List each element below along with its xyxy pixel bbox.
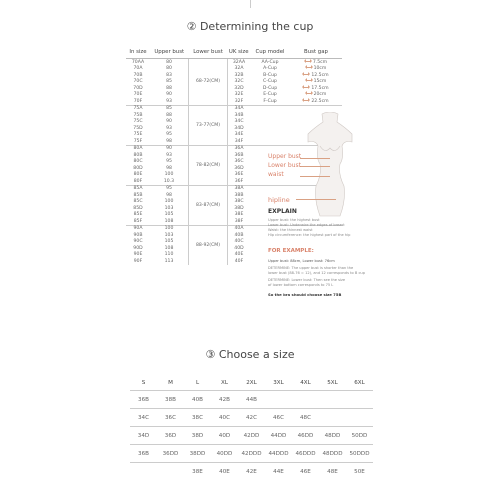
size-cell: 34D bbox=[130, 427, 157, 445]
cell-uk-size: 32E bbox=[234, 92, 244, 98]
size-header-cell: XL bbox=[221, 380, 228, 386]
cell-uk-size: 34D bbox=[234, 125, 244, 131]
cell-upper-bust: 80 bbox=[166, 59, 172, 65]
size-cell: 46DD bbox=[292, 427, 319, 445]
top-divider bbox=[250, 0, 251, 8]
size-cell: 48C bbox=[292, 409, 319, 427]
cell-upper-bust: 85 bbox=[166, 79, 172, 85]
cell-in-size: 75F bbox=[133, 138, 143, 144]
cup-table-row bbox=[126, 98, 342, 105]
size-cell: 48DDD bbox=[319, 445, 346, 463]
cell-in-size: 70F bbox=[133, 98, 143, 104]
cell-bust-gap: 20cm bbox=[290, 92, 342, 99]
cell-upper-bust: 93 bbox=[166, 152, 172, 158]
cell-cup-model bbox=[250, 185, 290, 192]
size-cell: 46E bbox=[292, 463, 319, 481]
cell-uk-size: 38D bbox=[234, 205, 244, 211]
cell-in-size: 75C bbox=[133, 119, 143, 125]
cell-uk-size: 34B bbox=[234, 112, 244, 118]
size-cell: 40B bbox=[184, 391, 211, 409]
size-cell bbox=[292, 391, 319, 409]
cell-in-size: 75D bbox=[133, 125, 143, 131]
cell-uk-size: 36B bbox=[234, 152, 244, 158]
size-cell: 36B bbox=[130, 391, 157, 409]
cell-upper-bust: 83 bbox=[166, 72, 172, 78]
cell-upper-bust: 103 bbox=[164, 232, 174, 238]
cell-cup-model bbox=[250, 105, 290, 112]
size-cell bbox=[319, 391, 346, 409]
cell-uk-size: 38E bbox=[234, 212, 244, 218]
cell-in-size: 85B bbox=[133, 192, 143, 198]
cell-lower-bust: 78-82(CM) bbox=[189, 145, 228, 185]
cell-lower-bust: 73-77(CM) bbox=[189, 105, 228, 145]
cell-upper-bust: 110 bbox=[164, 252, 174, 258]
size-header-cell: L bbox=[195, 380, 200, 386]
example-line: lower bust (88-76 = 12), and 12 corresponds to B cup bbox=[268, 271, 365, 275]
cell-upper-bust: 93 bbox=[166, 98, 172, 104]
size-header-cell: 4XL bbox=[300, 380, 311, 386]
cell-in-size: 80A bbox=[126, 145, 150, 152]
cell-cup-model bbox=[250, 178, 290, 185]
double-arrow-icon bbox=[306, 93, 312, 94]
cell-bust-gap: 15cm bbox=[290, 79, 342, 86]
cell-bust-gap: 22.5cm bbox=[290, 98, 342, 105]
size-cell bbox=[346, 409, 373, 427]
size-cell: 44DDD bbox=[265, 445, 292, 463]
size-cell: 34C bbox=[130, 409, 157, 427]
size-table-row bbox=[130, 391, 373, 409]
cell-upper-bust: 100 bbox=[150, 225, 189, 232]
cell-upper-bust: 90 bbox=[150, 145, 189, 152]
size-cell: 42DD bbox=[238, 427, 265, 445]
cell-in-size: 90A bbox=[126, 225, 150, 232]
size-cell bbox=[130, 463, 157, 481]
cell-upper-bust: 98 bbox=[166, 138, 172, 144]
cell-cup-model bbox=[250, 138, 290, 145]
cell-uk-size: 36E bbox=[234, 172, 244, 178]
cell-in-size: 85D bbox=[133, 205, 143, 211]
cell-upper-bust: 105 bbox=[164, 239, 174, 245]
cell-in-size: 85C bbox=[133, 199, 143, 205]
cell-uk-size: 38F bbox=[234, 218, 244, 224]
col-bust-gap: Bust gap bbox=[290, 46, 342, 59]
cell-uk-size: 38A bbox=[228, 185, 251, 192]
example-conclusion: So the bra should choose size 75B bbox=[268, 292, 342, 297]
double-arrow-icon bbox=[306, 67, 312, 68]
cell-in-size: 75B bbox=[133, 112, 143, 118]
cell-upper-bust: 100 bbox=[164, 172, 174, 178]
cell-uk-size: 40F bbox=[234, 258, 244, 264]
lower-bust-line bbox=[300, 166, 330, 167]
example-line: of lower bottom corresponds to 75 L bbox=[268, 283, 334, 287]
cell-uk-size: 36A bbox=[228, 145, 251, 152]
cell-upper-bust: 80 bbox=[166, 66, 172, 72]
size-cell: 38D bbox=[184, 427, 211, 445]
cell-cup-model: B-Cup bbox=[263, 72, 277, 78]
upper-bust-line bbox=[300, 158, 330, 159]
size-cell: 36B bbox=[130, 445, 157, 463]
cell-upper-bust: 93 bbox=[166, 125, 172, 131]
size-cell bbox=[157, 463, 184, 481]
col-cup-model: Cup model bbox=[250, 46, 290, 59]
size-cell: 46DDD bbox=[292, 445, 319, 463]
size-header-cell: S bbox=[141, 380, 146, 386]
cell-upper-bust: 85 bbox=[150, 105, 189, 112]
col-uk-size: UK size bbox=[228, 46, 251, 59]
size-cell: 42E bbox=[238, 463, 265, 481]
label-hipline: hipline bbox=[268, 196, 290, 204]
double-arrow-icon bbox=[303, 74, 309, 75]
waist-line bbox=[300, 176, 330, 177]
cell-in-size: 75A bbox=[126, 105, 150, 112]
size-header-cell: 6XL bbox=[354, 380, 365, 386]
cell-cup-model: AA-Cup bbox=[261, 59, 279, 65]
size-cell: 40DD bbox=[211, 445, 238, 463]
cell-uk-size: 32F bbox=[234, 98, 244, 104]
cell-upper-bust: 100 bbox=[164, 199, 174, 205]
cell-in-size: 80B bbox=[133, 152, 143, 158]
cell-in-size: 70D bbox=[133, 85, 143, 91]
col-lower-bust: Lower bust bbox=[189, 46, 228, 59]
cell-in-size: 70AA bbox=[131, 59, 145, 65]
size-cell: 48E bbox=[319, 463, 346, 481]
cell-in-size: 80E bbox=[133, 172, 143, 178]
explain-line: Lower bust: Underwire the edges of breast bbox=[268, 223, 345, 227]
for-example-title: FOR EXAMPLE: bbox=[268, 248, 314, 254]
size-cell: 46C bbox=[265, 409, 292, 427]
cell-upper-bust: 10.3 bbox=[163, 178, 175, 184]
cell-cup-model: F-Cup bbox=[263, 98, 277, 104]
cell-upper-bust: 105 bbox=[164, 212, 174, 218]
size-cell: 40C bbox=[211, 409, 238, 427]
cell-uk-size: 32A bbox=[234, 66, 244, 72]
cell-upper-bust: 95 bbox=[166, 132, 172, 138]
size-header-cell: 2XL bbox=[246, 380, 257, 386]
hip-line bbox=[296, 199, 336, 200]
size-cell bbox=[319, 409, 346, 427]
cell-uk-size: 40B bbox=[234, 232, 244, 238]
cell-uk-size: 32AA bbox=[232, 59, 246, 65]
cell-in-size: 80D bbox=[133, 165, 143, 171]
size-cell bbox=[346, 391, 373, 409]
cell-in-size: 70C bbox=[133, 79, 143, 85]
cell-uk-size: 36F bbox=[234, 178, 244, 184]
explain-title: EXPLAIN bbox=[268, 208, 297, 215]
cell-cup-model: D-Cup bbox=[262, 85, 278, 91]
cell-in-size: 90D bbox=[133, 245, 143, 251]
cell-lower-bust: 88-92(CM) bbox=[189, 225, 228, 265]
cell-in-size: 75E bbox=[133, 132, 143, 138]
cell-uk-size: 32B bbox=[234, 72, 244, 78]
size-cell: 38DD bbox=[184, 445, 211, 463]
cell-upper-bust: 95 bbox=[150, 185, 189, 192]
cell-upper-bust: 113 bbox=[164, 258, 174, 264]
cell-upper-bust: 108 bbox=[164, 245, 174, 251]
cell-uk-size: 38B bbox=[234, 192, 244, 198]
cell-uk-size: 36D bbox=[234, 165, 244, 171]
label-lower-bust: Lower bust bbox=[268, 162, 301, 169]
cell-lower-bust: 83-87(CM) bbox=[189, 185, 228, 225]
section-title-size: ③ Choose a size bbox=[205, 348, 295, 361]
col-upper-bust: Upper bust bbox=[150, 46, 189, 59]
cell-in-size: 85A bbox=[126, 185, 150, 192]
explain-line: Upper bust: the highest bust bbox=[268, 218, 320, 222]
cell-uk-size: 34C bbox=[234, 119, 244, 125]
cell-in-size: 85E bbox=[133, 212, 143, 218]
size-table-row bbox=[130, 463, 373, 481]
cell-uk-size: 32C bbox=[234, 79, 244, 85]
cell-lower-bust: 68-72(CM) bbox=[189, 59, 228, 106]
cell-uk-size: 36C bbox=[234, 159, 244, 165]
size-table-row bbox=[130, 445, 373, 463]
cell-bust-gap: 7.5cm bbox=[290, 59, 342, 66]
size-cell: 44B bbox=[238, 391, 265, 409]
cell-cup-model: C-Cup bbox=[263, 79, 277, 85]
section-title-cup: ② Determining the cup bbox=[186, 20, 314, 33]
cell-in-size: 90F bbox=[133, 258, 143, 264]
size-cell: 36DD bbox=[157, 445, 184, 463]
cell-cup-model: A-Cup bbox=[263, 66, 277, 72]
double-arrow-icon bbox=[303, 100, 309, 101]
cell-cup-model bbox=[250, 145, 290, 152]
cell-bust-gap: 10cm bbox=[290, 66, 342, 73]
size-header-cell: 3XL bbox=[273, 380, 284, 386]
cell-uk-size: 34E bbox=[234, 132, 244, 138]
explain-line: Waist: the thinnest waist bbox=[268, 228, 313, 232]
cup-table-row bbox=[126, 105, 342, 112]
size-header-cell: 5XL bbox=[327, 380, 338, 386]
size-table bbox=[130, 376, 373, 480]
cell-in-size: 70A bbox=[133, 66, 143, 72]
cell-in-size: 80C bbox=[133, 159, 143, 165]
label-upper-bust: Upper bust bbox=[268, 153, 302, 160]
size-header-cell: M bbox=[168, 380, 173, 386]
explain-line: Hip circumference: the highest part of the hip bbox=[268, 233, 351, 237]
example-line: DETERMINE: Lower bust: Then see the size bbox=[268, 278, 346, 282]
size-cell: 42B bbox=[211, 391, 238, 409]
cell-upper-bust: 88 bbox=[166, 85, 172, 91]
col-in-size: In size bbox=[126, 46, 150, 59]
cell-in-size: 85F bbox=[133, 218, 143, 224]
size-cell: 50DDD bbox=[346, 445, 373, 463]
cell-upper-bust: 98 bbox=[166, 165, 172, 171]
size-table-row bbox=[130, 409, 373, 427]
size-cell: 50E bbox=[346, 463, 373, 481]
cell-bust-gap: 12.5cm bbox=[290, 72, 342, 79]
cell-upper-bust: 88 bbox=[166, 112, 172, 118]
cell-cup-model: E-Cup bbox=[263, 92, 277, 98]
cell-uk-size: 40D bbox=[234, 245, 244, 251]
size-cell: 38C bbox=[184, 409, 211, 427]
size-table-header bbox=[130, 376, 373, 391]
cell-uk-size: 34F bbox=[234, 138, 244, 144]
size-cell: 36C bbox=[157, 409, 184, 427]
cell-upper-bust: 90 bbox=[166, 92, 172, 98]
cell-bust-gap bbox=[290, 105, 342, 112]
label-waist: waist bbox=[268, 171, 284, 178]
cup-table-header bbox=[126, 46, 342, 59]
cell-in-size: 90C bbox=[133, 239, 143, 245]
cell-upper-bust: 90 bbox=[166, 119, 172, 125]
size-cell bbox=[265, 391, 292, 409]
size-cell: 40E bbox=[211, 463, 238, 481]
cell-in-size: 70B bbox=[133, 72, 143, 78]
size-cell: 36D bbox=[157, 427, 184, 445]
cell-in-size: 80F bbox=[133, 178, 143, 184]
double-arrow-icon bbox=[303, 87, 309, 88]
cell-uk-size: 40A bbox=[228, 225, 251, 232]
cell-uk-size: 32D bbox=[234, 85, 244, 91]
size-cell: 40D bbox=[211, 427, 238, 445]
cell-uk-size: 40C bbox=[234, 239, 244, 245]
size-cell: 42DDD bbox=[238, 445, 265, 463]
cell-in-size: 90B bbox=[133, 232, 143, 238]
cell-in-size: 90E bbox=[133, 252, 143, 258]
size-cell: 50DD bbox=[346, 427, 373, 445]
cell-upper-bust: 103 bbox=[164, 205, 174, 211]
size-cell: 44DD bbox=[265, 427, 292, 445]
size-cell: 38B bbox=[157, 391, 184, 409]
double-arrow-icon bbox=[305, 61, 311, 62]
size-cell: 42C bbox=[238, 409, 265, 427]
body-figure bbox=[300, 112, 360, 222]
cell-upper-bust: 95 bbox=[166, 159, 172, 165]
cell-upper-bust: 108 bbox=[164, 218, 174, 224]
size-cell: 44E bbox=[265, 463, 292, 481]
cell-uk-size: 40E bbox=[234, 252, 244, 258]
cell-upper-bust: 98 bbox=[166, 192, 172, 198]
size-cell: 48DD bbox=[319, 427, 346, 445]
double-arrow-icon bbox=[306, 80, 312, 81]
cell-bust-gap: 17.5cm bbox=[290, 85, 342, 92]
cell-in-size: 70E bbox=[133, 92, 143, 98]
size-cell: 38E bbox=[184, 463, 211, 481]
cell-uk-size: 34A bbox=[228, 105, 251, 112]
example-line: Upper bust: 88cm, Lower bust: 76cm bbox=[268, 259, 335, 263]
size-table-row bbox=[130, 427, 373, 445]
cell-uk-size: 38C bbox=[234, 199, 244, 205]
example-line: DETERMINE: The upper bust is shorter than the bbox=[268, 266, 354, 270]
